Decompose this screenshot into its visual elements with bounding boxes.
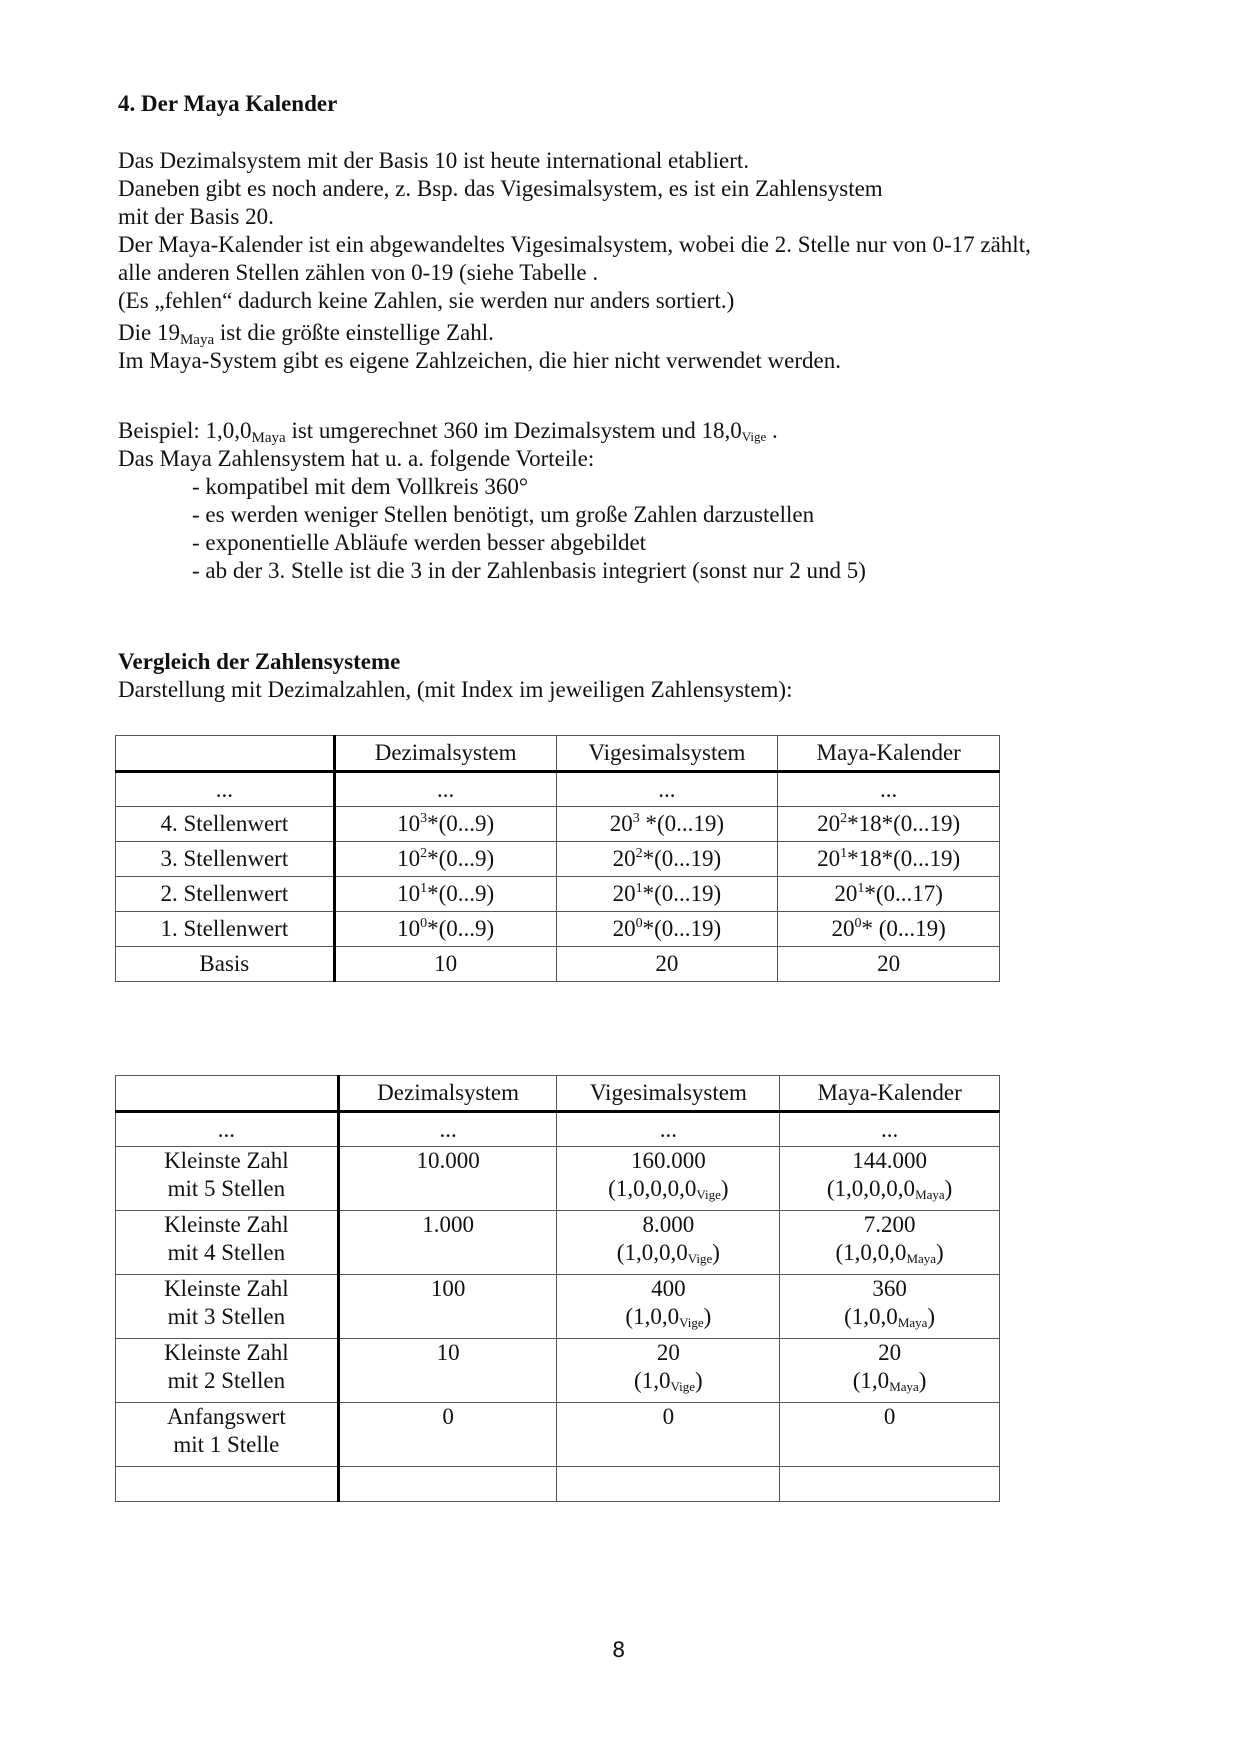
header-cell: Vigesimalsystem xyxy=(556,736,778,772)
index-subscript: Maya xyxy=(906,1251,937,1266)
table-cell xyxy=(778,877,1000,912)
exponent: 1 xyxy=(857,881,865,896)
intro-paragraph xyxy=(118,147,1031,375)
intro-line: Daneben gibt es noch andere, z. Bsp. das Vigesimalsystem, es ist ein Zahlensystem xyxy=(118,176,883,201)
index-subscript: Vige xyxy=(679,1315,704,1330)
text: ) xyxy=(936,1240,944,1265)
table-cell xyxy=(334,842,556,877)
exponent: 0 xyxy=(420,916,428,931)
table-row xyxy=(116,1147,1000,1211)
table-row xyxy=(116,1112,1000,1147)
table-header-row xyxy=(116,1076,1000,1112)
basis-row xyxy=(116,947,1000,982)
table-row xyxy=(116,912,1000,947)
text: *(0...9) xyxy=(427,846,495,871)
digit-notation xyxy=(780,1175,999,1203)
row-label: 2. Stellenwert xyxy=(116,877,335,912)
text: *(0...9) xyxy=(427,811,495,836)
intro-line: Im Maya-System gibt es eigene Zahlzeichen, die hier nicht verwendet werden. xyxy=(118,348,841,373)
value: 8.000 xyxy=(642,1212,695,1237)
table-cell xyxy=(780,1147,1000,1211)
place-value-table xyxy=(115,735,1000,982)
advantage-item: - exponentielle Abläufe werden besser abgebildet xyxy=(192,530,647,555)
digit-notation xyxy=(557,1303,779,1331)
text: ) xyxy=(720,1176,729,1201)
comparison-subtitle: Darstellung mit Dezimalzahlen, (mit Index im jeweiligen Zahlensystem): xyxy=(118,677,793,702)
intro-line xyxy=(118,319,1031,347)
advantage-item: - kompatibel mit dem Vollkreis 360° xyxy=(192,474,529,499)
index-subscript: Vige xyxy=(670,1379,695,1394)
table-cell xyxy=(556,842,778,877)
advantage-item: - es werden weniger Stellen benötigt, um große Zahlen darzustellen xyxy=(192,502,815,527)
table-cell xyxy=(556,807,778,842)
exponent: 2 xyxy=(420,846,428,861)
value: 400 xyxy=(651,1276,686,1301)
table-cell: ... xyxy=(338,1112,557,1147)
text: *(0...19) xyxy=(639,811,725,836)
table-cell xyxy=(557,1467,780,1502)
index-subscript: Maya xyxy=(915,1187,945,1202)
text: 20 xyxy=(609,811,633,836)
example-paragraph xyxy=(118,417,866,585)
text: ) xyxy=(927,1304,936,1329)
value: 20 xyxy=(878,1340,902,1365)
header-cell: Maya-Kalender xyxy=(778,736,1000,772)
table-cell: 20 xyxy=(556,947,778,982)
comparison-title: Vergleich der Zahlensysteme xyxy=(118,649,401,674)
text: . xyxy=(766,418,778,443)
table-cell: 1.000 xyxy=(338,1211,557,1275)
advantage-item: - ab der 3. Stelle ist die 3 in der Zahlenbasis integriert (sonst nur 2 und 5) xyxy=(192,558,866,583)
table-cell: 0 xyxy=(557,1403,780,1467)
table-cell: ... xyxy=(116,1112,339,1147)
label-line: mit 2 Stellen xyxy=(167,1368,286,1393)
digit-notation xyxy=(780,1303,999,1331)
label-line: Anfangswert xyxy=(166,1404,286,1429)
label-line: Kleinste Zahl xyxy=(164,1212,289,1237)
text: 20 xyxy=(834,881,858,906)
text: (1,0,0 xyxy=(844,1304,898,1329)
table-cell: 100 xyxy=(338,1275,557,1339)
exponent: 0 xyxy=(635,916,643,931)
index-subscript: Maya xyxy=(889,1379,919,1394)
header-cell xyxy=(116,736,335,772)
row-label: Basis xyxy=(116,947,335,982)
label-line: Kleinste Zahl xyxy=(164,1340,289,1365)
table-cell xyxy=(557,1147,780,1211)
table-cell: 20 xyxy=(778,947,1000,982)
digit-notation xyxy=(780,1239,999,1267)
table-row xyxy=(116,1275,1000,1339)
row-label xyxy=(116,1211,339,1275)
row-label xyxy=(116,1339,339,1403)
table-cell: 10 xyxy=(338,1339,557,1403)
value: 144.000 xyxy=(852,1148,927,1173)
text: 10 xyxy=(397,846,421,871)
empty-row xyxy=(116,1467,1000,1502)
table-cell xyxy=(557,1275,780,1339)
table-cell: 10.000 xyxy=(338,1147,557,1211)
header-cell xyxy=(116,1076,339,1112)
index-subscript: Maya xyxy=(179,332,215,348)
exponent: 1 xyxy=(420,881,428,896)
table-row xyxy=(116,1211,1000,1275)
text: 20 xyxy=(831,916,855,941)
text: *18*(0...19) xyxy=(847,811,961,836)
value: 360 xyxy=(872,1276,907,1301)
text: ) xyxy=(694,1368,703,1393)
table-row xyxy=(116,1403,1000,1467)
label-line: mit 1 Stelle xyxy=(173,1432,280,1457)
table-cell xyxy=(557,1211,780,1275)
row-label: 4. Stellenwert xyxy=(116,807,335,842)
exponent: 0 xyxy=(854,916,862,931)
table-cell: ... xyxy=(778,772,1000,807)
index-subscript: Vige xyxy=(741,429,767,444)
intro-line: Der Maya-Kalender ist ein abgewandeltes Vigesimalsystem, wobei die 2. Stelle nur von 0-17 zählt, xyxy=(118,232,1031,257)
table-row xyxy=(116,807,1000,842)
text: ) xyxy=(703,1304,712,1329)
text: 20 xyxy=(817,846,841,871)
table-cell xyxy=(778,842,1000,877)
intro-line: Das Dezimalsystem mit der Basis 10 ist heute international etabliert. xyxy=(118,148,750,173)
exponent: 1 xyxy=(840,846,848,861)
table-row xyxy=(116,877,1000,912)
text: Die 19 xyxy=(118,320,180,345)
table-cell: 0 xyxy=(338,1403,557,1467)
text: 20 xyxy=(612,881,636,906)
table-cell xyxy=(116,1467,339,1502)
table-row xyxy=(116,772,1000,807)
table-row xyxy=(116,1339,1000,1403)
table-cell xyxy=(556,912,778,947)
intro-line: mit der Basis 20. xyxy=(118,204,274,229)
text: ) xyxy=(918,1368,927,1393)
row-label xyxy=(116,1147,339,1211)
row-label xyxy=(116,1275,339,1339)
digit-notation xyxy=(557,1175,779,1203)
text: ) xyxy=(712,1240,720,1265)
text: ist die größte einstellige Zahl. xyxy=(214,320,494,345)
digit-notation xyxy=(557,1239,779,1267)
row-label xyxy=(116,1403,339,1467)
label-line: mit 4 Stellen xyxy=(167,1240,286,1265)
table-cell: ... xyxy=(556,772,778,807)
exponent: 2 xyxy=(840,811,848,826)
comparison-section xyxy=(118,648,792,704)
text: 20 xyxy=(612,916,636,941)
exponent: 1 xyxy=(635,881,643,896)
row-label: 3. Stellenwert xyxy=(116,842,335,877)
text: (1,0,0,0,0 xyxy=(608,1176,697,1201)
text: *(0...9) xyxy=(427,916,495,941)
exponent: 3 xyxy=(420,811,428,826)
text: *(0...17) xyxy=(864,881,943,906)
table-row xyxy=(116,842,1000,877)
text: (1,0,0 xyxy=(625,1304,680,1329)
index-subscript: Vige xyxy=(696,1187,721,1202)
digit-notation xyxy=(780,1367,999,1395)
table-cell xyxy=(334,807,556,842)
table-cell: 0 xyxy=(780,1403,1000,1467)
header-cell: Vigesimalsystem xyxy=(557,1076,780,1112)
exponent: 3 xyxy=(632,811,640,826)
text: (1,0 xyxy=(634,1368,671,1393)
text: (1,0,0,0 xyxy=(835,1240,907,1265)
exponent: 2 xyxy=(635,846,643,861)
value: 20 xyxy=(656,1340,680,1365)
text: (1,0,0,0,0 xyxy=(826,1176,916,1201)
table-cell xyxy=(778,807,1000,842)
row-label: 1. Stellenwert xyxy=(116,912,335,947)
digit-notation xyxy=(557,1367,779,1395)
value: 160.000 xyxy=(630,1148,706,1173)
text: 20 xyxy=(612,846,636,871)
text: *(0...19) xyxy=(642,881,722,906)
header-cell: Maya-Kalender xyxy=(780,1076,1000,1112)
text: 10 xyxy=(397,811,421,836)
table-cell xyxy=(338,1467,557,1502)
header-cell: Dezimalsystem xyxy=(338,1076,557,1112)
intro-line: (Es „fehlen“ dadurch keine Zahlen, sie werden nur anders sortiert.) xyxy=(118,288,735,313)
label-line: mit 3 Stellen xyxy=(167,1304,286,1329)
label-line: Kleinste Zahl xyxy=(164,1148,289,1173)
text: *18*(0...19) xyxy=(847,846,961,871)
page-number: 8 xyxy=(612,1638,626,1662)
table-cell xyxy=(780,1339,1000,1403)
header-cell: Dezimalsystem xyxy=(334,736,556,772)
table-cell xyxy=(780,1275,1000,1339)
index-subscript: Maya xyxy=(897,1315,928,1330)
table-cell: ... xyxy=(334,772,556,807)
value: 7.200 xyxy=(863,1212,916,1237)
text: *(0...19) xyxy=(642,846,722,871)
table-cell xyxy=(780,1211,1000,1275)
table-cell: 10 xyxy=(334,947,556,982)
table-cell: ... xyxy=(780,1112,1000,1147)
example-line xyxy=(118,417,866,445)
text: (1,0,0,0 xyxy=(616,1240,688,1265)
text: 10 xyxy=(397,916,421,941)
section-heading: 4. Der Maya Kalender xyxy=(118,91,338,116)
text: ist umgerechnet 360 im Dezimalsystem und 18,0 xyxy=(285,418,742,443)
table-cell xyxy=(780,1467,1000,1502)
intro-line: alle anderen Stellen zählen von 0-19 (siehe Tabelle . xyxy=(118,260,599,285)
smallest-number-table xyxy=(115,1075,1000,1502)
advantages-intro: Das Maya Zahlensystem hat u. a. folgende Vorteile: xyxy=(118,446,595,471)
table-header-row xyxy=(116,736,1000,772)
text: 10 xyxy=(397,881,421,906)
text: *(0...19) xyxy=(642,916,722,941)
index-subscript: Vige xyxy=(687,1251,713,1266)
label-line: Kleinste Zahl xyxy=(164,1276,289,1301)
text: Beispiel: 1,0,0 xyxy=(118,418,252,443)
text: *(0...9) xyxy=(427,881,495,906)
table-cell xyxy=(556,877,778,912)
text: 20 xyxy=(817,811,841,836)
table-cell xyxy=(334,877,556,912)
advantages-list xyxy=(118,473,866,585)
index-subscript: Maya xyxy=(251,430,286,446)
table-cell: ... xyxy=(557,1112,780,1147)
label-line: mit 5 Stellen xyxy=(167,1176,286,1201)
table-cell: ... xyxy=(116,772,335,807)
table-cell xyxy=(334,912,556,947)
text: (1,0 xyxy=(852,1368,890,1393)
table-cell xyxy=(557,1339,780,1403)
text: ) xyxy=(944,1176,953,1201)
text: * (0...19) xyxy=(861,916,946,941)
table-cell xyxy=(778,912,1000,947)
